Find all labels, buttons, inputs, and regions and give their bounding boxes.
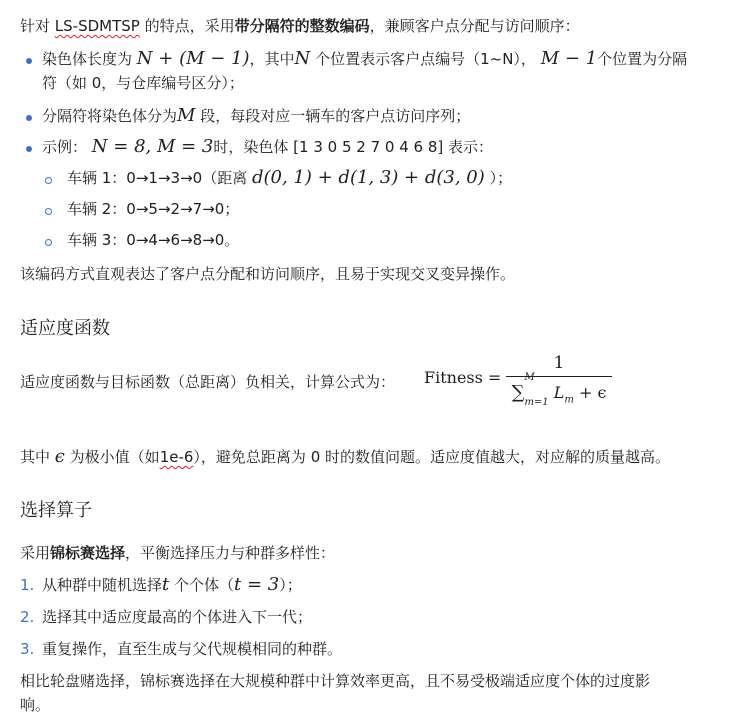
section-heading-fitness: 适应度函数 [20, 318, 110, 339]
selection-summary-line2: 响。 [20, 696, 51, 714]
bullet-dot [26, 146, 32, 152]
bullet-dot [26, 115, 32, 121]
epsilon-note: 其中 ϵ 为极小值（如1e-6），避免总距离为 0 时的数值问题。适应度值越大，对应解的质量越高。 [20, 446, 671, 467]
list-item: 从种群中随机选择t 个个体（t = 3）； [42, 574, 302, 595]
fraction-bar [506, 376, 612, 377]
list-number: 1. [20, 576, 35, 594]
selection-summary-line1: 相比轮盘赌选择，锦标赛选择在大规模种群中计算效率更高，且不易受极端适应度个体的过度影 [20, 672, 651, 690]
bullet-dot [26, 58, 32, 64]
fitness-label: Fitness = [424, 368, 502, 387]
math-m: M [177, 105, 196, 126]
sum-icon: ∑ [511, 382, 525, 404]
sub-bullet-dot [45, 208, 52, 215]
intro-line [20, 15, 580, 37]
section-heading-selection: 选择算子 [20, 500, 92, 521]
fraction-denominator: ∑ M $_{m=1}$ $L_m + \epsilon$ [511, 372, 607, 409]
math-epsilon: ϵ [54, 446, 65, 467]
list-number: 2. [20, 608, 35, 626]
vehicle-3-route: 车辆 3：0→4→6→8→0。 [67, 231, 240, 249]
list-number: 3. [20, 640, 35, 658]
selection-lead: 采用锦标赛选择，平衡选择压力与种群多样性： [20, 544, 336, 562]
math-t: t [162, 574, 170, 595]
bullet-separator: 分隔符将染色体分为M 段，每段对应一辆车的客户点访问序列； [42, 105, 471, 126]
list-item: 选择其中适应度最高的个体进入下一代； [42, 608, 313, 626]
intro-mid: 的特点，采用 [139, 17, 235, 35]
encoding-summary: 该编码方式直观表达了客户点分配和访问顺序，且易于实现交叉变异操作。 [20, 265, 516, 283]
math-distance-sum: d(0, 1) + d(1, 3) + d(3, 0) [251, 167, 485, 188]
vehicle-2-route: 车辆 2：0→5→2→7→0； [67, 200, 240, 218]
selection-method: 锦标赛选择 [50, 544, 126, 562]
list-item: 重复操作，直至生成与父代规模相同的种群。 [42, 640, 343, 658]
math-example-params: N = 8, M = 3 [91, 136, 214, 157]
bullet-chromosome-length: 染色体长度为 N + (M − 1)，其中N 个位置表示客户点编号（1~N）， M − 1个位置为分隔 [42, 48, 688, 69]
intro-highlight: 带分隔符的整数编码 [234, 17, 370, 35]
fitness-description: 适应度函数与目标函数（总距离）负相关，计算公式为： [20, 373, 396, 391]
math-length-formula: N + (M − 1) [136, 48, 250, 69]
intro-term: LS-SDMTSP [54, 17, 140, 35]
intro-prefix: 针对 [20, 17, 55, 35]
bullet-example: 示例： N = 8, M = 3时，染色体 [1 3 0 5 2 7 0 4 6 8] 表示： [42, 136, 493, 157]
intro-suffix: ，兼顾客户点分配与访问顺序： [369, 17, 580, 35]
vehicle-1-route: 车辆 1：0→1→3→0（距离 d(0, 1) + d(1, 3) + d(3, 0) ）； [67, 167, 513, 188]
sub-bullet-dot [45, 239, 52, 246]
math-m-minus-1: M − 1 [540, 48, 598, 69]
math-n: N [294, 48, 311, 69]
bullet-chromosome-length-cont: 符（如 0，与仓库编号区分）； [42, 74, 244, 92]
fitness-fraction [506, 352, 612, 411]
epsilon-value: 1e-6 [159, 448, 194, 466]
sub-bullet-dot [45, 177, 52, 184]
fraction-numerator: 1 [553, 353, 565, 373]
math-t-equals-3: t = 3 [234, 574, 280, 595]
